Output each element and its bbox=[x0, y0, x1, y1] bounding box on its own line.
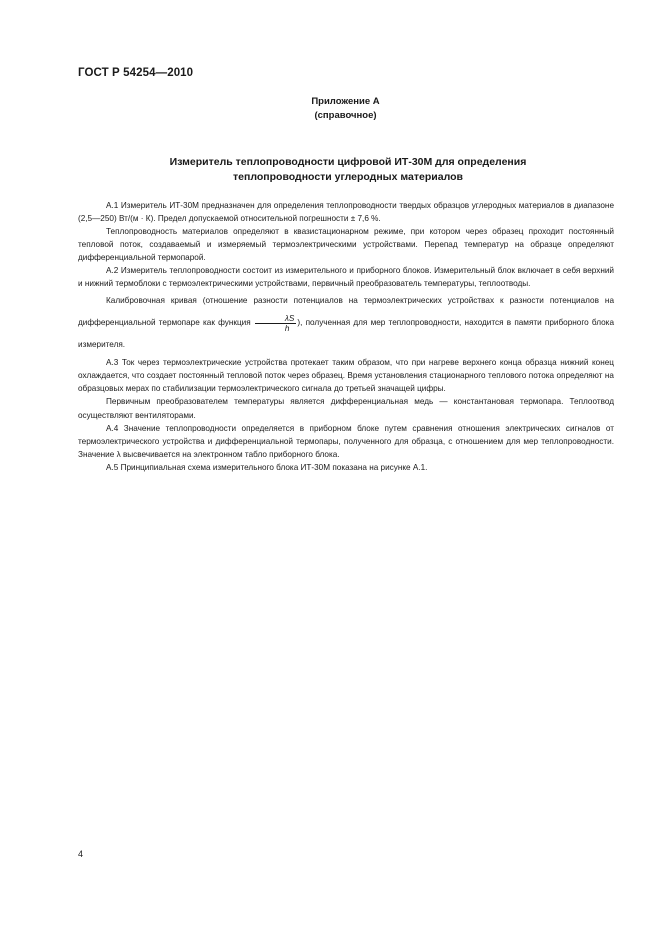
formula-denominator: h bbox=[284, 323, 290, 333]
appendix-note: (справочное) bbox=[314, 110, 377, 121]
document-code-header: ГОСТ Р 54254—2010 bbox=[78, 67, 194, 79]
paragraph-a3: А.3 Ток через термоэлектрические устройства протекает таким образом, что при нагреве верхнего конца образца нижний конец охлаждается, что создает постоянный тепловой поток через образец. Время установления стационарного теплового потока определяют на образцовых мерах по стабилизации термоэлектрического сигнала до третьей значащей цифры. bbox=[78, 358, 614, 394]
section-title bbox=[78, 155, 618, 185]
body-text bbox=[78, 199, 614, 474]
formula-numerator: λS bbox=[255, 314, 297, 324]
page-number: 4 bbox=[78, 849, 84, 859]
section-title-line-1: Измеритель теплопроводности цифровой ИТ-30М для определения bbox=[169, 156, 527, 168]
calibration-text-start: Калибровочная кривая (отношение разности потенциалов на термоэлектрических устройствах к разности потенциалов на дифференциальной термопаре как функция bbox=[78, 296, 614, 328]
paragraph-a4: А.4 Значение теплопроводности определяется в приборном блоке путем сравнения отношения электрических сигналов от термоэлектрического устройства и дифференциальной термопары, полученного для образца, с отношением для мер теплопроводности. Значение λ высвечивается на электронном табло приборного блока. bbox=[78, 423, 614, 459]
formula-fraction bbox=[255, 314, 297, 333]
appendix-label: Приложение А bbox=[311, 96, 380, 107]
paragraph-a5: А.5 Принципиальная схема измерительного блока ИТ-30М показана на рисунке А.1. bbox=[106, 462, 428, 472]
appendix-heading bbox=[0, 95, 661, 123]
paragraph-calibration bbox=[78, 290, 614, 356]
paragraph-a1: А.1 Измеритель ИТ-30М предназначен для определения теплопроводности твердых образцов углеродных материалов в диапазоне (2,5—250) Вт/(м · К). Предел допускаемой относительной погрешности ± 7,6 %. bbox=[78, 201, 614, 224]
paragraph-a2: А.2 Измеритель теплопроводности состоит из измерительного и приборного блоков. Измерительный блок включает в себя верхний и нижний термоблоки с термоэлектрическими устройствами, первичный преобразователь температуры, теплоотводы. bbox=[78, 266, 614, 289]
section-title-line-2: теплопроводности углеродных материалов bbox=[233, 171, 463, 183]
calibration-text-end: ), полученная для мер теплопроводности, находится в памяти приборного блока измерителя. bbox=[78, 318, 614, 350]
paragraph-method: Теплопроводность материалов определяют в квазистационарном режиме, при котором через образец проходит постоянный тепловой поток, создаваемый и измеряемый термоэлектрическими устройствами. Перепад температур на образце определяют дифференциальной термопарой. bbox=[78, 227, 614, 263]
paragraph-converter: Первичным преобразователем температуры является дифференциальная медь — константановая термопара. Теплоотвод осуществляют вентиляторами. bbox=[78, 397, 614, 420]
